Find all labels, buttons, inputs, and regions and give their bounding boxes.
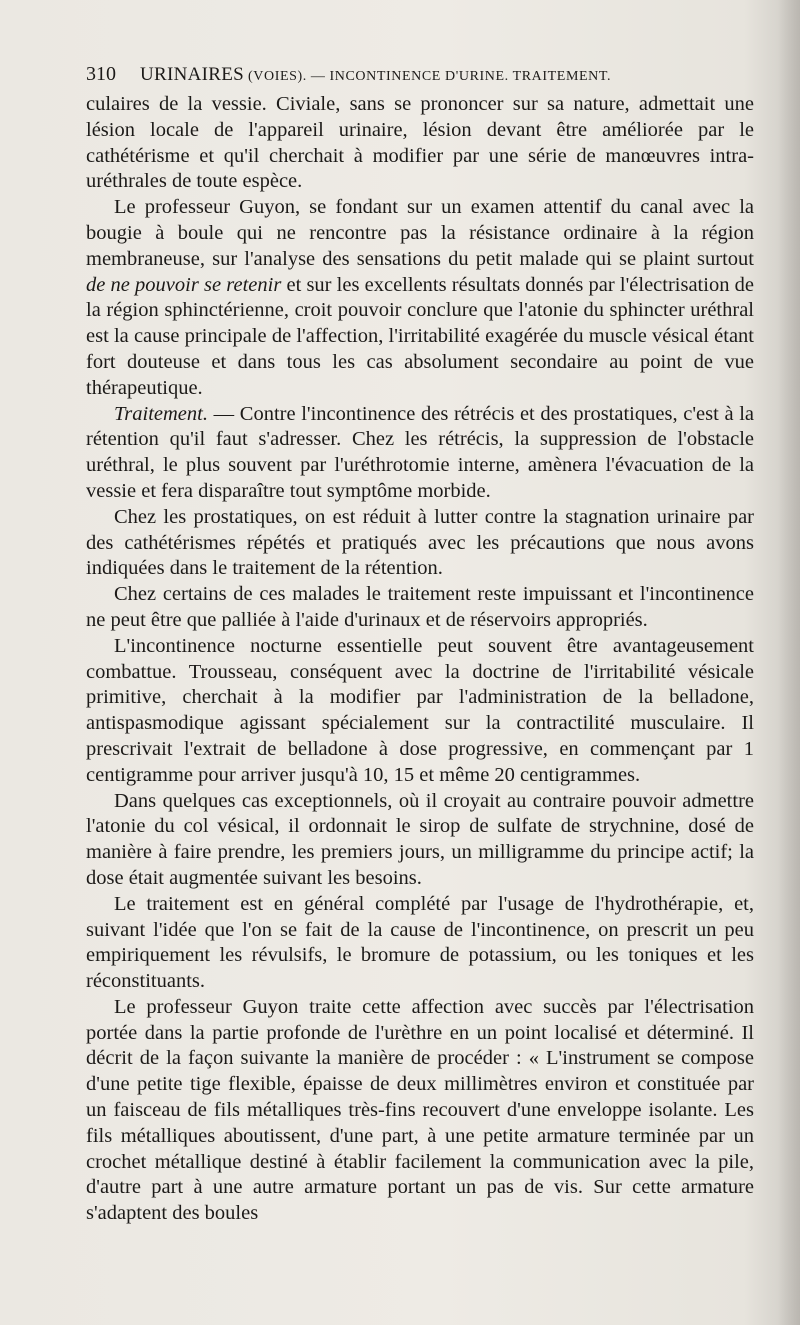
paragraph-electrisation: Le professeur Guyon traite cette affection avec succès par l'électrisation portée dans la partie profonde de l'urèthre en un point localisé et déterminé. Il décrit de la façon suivante la manière de procéder : « L'instrument se compose d'une petite tige flexible, épaisse de deux millimètres environ et constituée par un faisceau de fils métalliques très-fins recouvert d'une enveloppe isolante. Les fils métalliques aboutissent, d'une part, à une petite armature terminée par un crochet métallique destiné à établir facilement la communication avec la pile, d'autre part à une autre armature portant un pas de vis. Sur cette armature s'adaptent des boules (86, 995, 754, 1225)
page-number: 310 (86, 63, 116, 85)
paragraph-text: — Contre l'incontinence des rétrécis et des prostatiques, c'est à la rétention qu'il faut s'adresser. Chez les rétrécis, la suppression de l'obstacle uréthral, le plus souvent par l'uréthrotomie interne, amènera l'évacuation de la vessie et fera disparaître tout symptôme morbide. (86, 402, 754, 502)
paragraph-traitement (86, 402, 754, 505)
paragraph-incontinence-nocturne: L'incontinence nocturne essentielle peut souvent être avantageusement combattue. Trousseau, conséquent avec la doctrine de l'irritabilité vésicale primitive, cherchait à la modifier par l'administration de la belladone, antispasmodique agissant spécialement sur la contractilité musculaire. Il prescrivait l'extrait de belladone à dose progressive, en commençant par 1 centigramme pour arriver jusqu'à 10, 15 et même 20 centigrammes. (86, 634, 754, 786)
running-header (86, 60, 756, 88)
paragraph-continuation: culaires de la vessie. Civiale, sans se prononcer sur sa nature, admettait une lésion locale de l'appareil urinaire, lésion devant être améliorée par le cathétérisme et qu'il cherchait à modifier par une série de manœuvres intra-uréthrales de toute espèce. (86, 93, 754, 193)
paragraph-urinaux: Chez certains de ces malades le traitement reste impuissant et l'incontinence ne peut être que palliée à l'aide d'urinaux et de réservoirs appropriés. (86, 583, 754, 631)
body-text (86, 92, 754, 1227)
page-edge-shadow (778, 0, 800, 1325)
paragraph-hydrotherapie: Le traitement est en général complété par l'usage de l'hydrothérapie, et, suivant l'idée que l'on se fait de la cause de l'incontinence, on prescrit un peu empiriquement les révulsifs, le bromure de potassium, ou les toniques et les réconstituants. (86, 892, 754, 993)
header-title: URINAIRES (140, 64, 245, 85)
paragraph-text: et sur les excellents résultats donnés par l'électrisation de la région sphinctérienne, croit pouvoir conclure que l'atonie du sphincter uréthral est la cause principale de l'affection, l'irritabilité exagérée du muscle vésical étant fort douteuse et dans tous les cas absolument secondaire au point de vue thérapeutique. (86, 273, 754, 399)
header-title-paren: (VOIES). (248, 69, 307, 84)
paragraph-text: Le professeur Guyon, se fondant sur un examen attentif du canal avec la bougie à boule qui ne rencontre pas la résistance ordinaire à la région membraneuse, sur l'analyse des sensations du petit malade qui se plaint surtout (86, 196, 754, 270)
header-subtitle: INCONTINENCE D'URINE. TRAITEMENT. (329, 69, 612, 84)
paragraph-strychnine: Dans quelques cas exceptionnels, où il croyait au contraire pouvoir admettre l'atonie du col vésical, il ordonnait le sirop de sulfate de strychnine, dosé de manière à faire prendre, les premiers jours, un milligramme du principe actif; la dose était augmentée suivant les besoins. (86, 789, 754, 889)
paragraph-prostatiques: Chez les prostatiques, on est réduit à lutter contre la stagnation urinaire par des cathétérismes répétés et pratiqués avec les précautions que nous avons indiquées dans le traitement de la rétention. (86, 505, 754, 580)
section-heading-traitement: Traitement. (114, 402, 208, 425)
header-dash: — (310, 69, 326, 84)
paragraph-guyon-diagnosis (86, 195, 754, 401)
italic-phrase: de ne pouvoir se retenir (86, 273, 282, 296)
